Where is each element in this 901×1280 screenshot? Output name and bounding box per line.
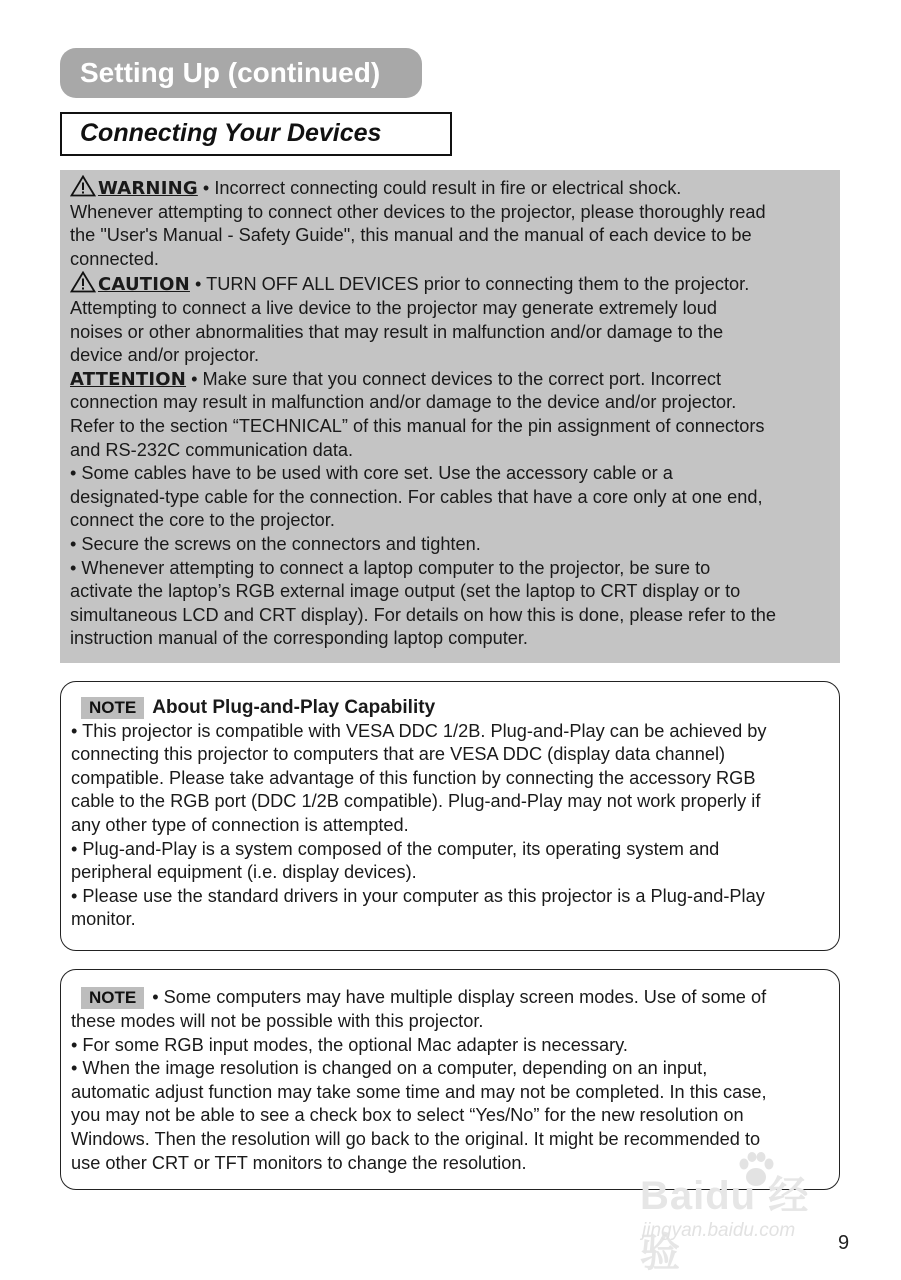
attention-line: connection may result in malfunction and/or damage to the device and/or projector. <box>70 392 737 413</box>
caution-paragraph <box>70 271 832 367</box>
note-tag: NOTE <box>81 987 144 1009</box>
caution-label: CAUTION <box>98 274 190 296</box>
warning-line: connected. <box>70 248 159 269</box>
subsection-title-text: Connecting Your Devices <box>80 119 382 147</box>
caution-line: Attempting to connect a live device to the projector may generate extremely loud <box>70 297 718 318</box>
attention-line: • Whenever attempting to connect a laptop computer to the projector, be sure to <box>70 557 711 578</box>
watermark-url: jingyan.baidu.com <box>642 1220 796 1241</box>
attention-line: Refer to the section “TECHNICAL” of this manual for the pin assignment of connectors <box>70 415 765 436</box>
note-heading: About Plug-and-Play Capability <box>152 697 436 718</box>
subsection-title <box>60 112 452 156</box>
note-line: • Plug-and-Play is a system composed of the computer, its operating system and <box>71 838 720 859</box>
attention-line: activate the laptop’s RGB external image output (set the laptop to CRT display or to <box>70 581 741 602</box>
attention-paragraph <box>70 368 832 651</box>
section-title: Setting Up (continued) <box>80 57 381 88</box>
attention-line: instruction manual of the corresponding laptop computer. <box>70 628 528 649</box>
note-line: • Some computers may have multiple display screen modes. Use of some of <box>152 987 767 1007</box>
attention-label: ATTENTION <box>70 368 187 390</box>
caution-line: • TURN OFF ALL DEVICES prior to connecting them to the projector. <box>189 274 750 295</box>
note-line: use other CRT or TFT monitors to change the resolution. <box>71 1152 527 1173</box>
warning-line: Whenever attempting to connect other devices to the projector, please thoroughly read <box>70 201 766 222</box>
section-header <box>60 48 422 98</box>
page-number-text: 9 <box>838 1232 850 1254</box>
note-line: • This projector is compatible with VESA DDC 1/2B. Plug-and-Play can be achieved by <box>71 720 767 741</box>
warning-triangle-icon <box>70 175 96 197</box>
attention-line: connect the core to the projector. <box>70 510 335 531</box>
note-body <box>71 720 829 932</box>
note-line: • For some RGB input modes, the optional Mac adapter is necessary. <box>71 1034 628 1055</box>
warning-line: • Incorrect connecting could result in fire or electrical shock. <box>197 178 682 198</box>
attention-line: and RS-232C communication data. <box>70 439 354 460</box>
warning-box <box>60 170 840 663</box>
warning-line: the "User's Manual - Safety Guide", this manual and the manual of each device to be <box>70 225 752 246</box>
watermark <box>640 1148 850 1275</box>
note-line: cable to the RGB port (DDC 1/2B compatible). Plug-and-Play may not work properly if <box>71 791 761 812</box>
note-line: • When the image resolution is changed on a computer, depending on an input, <box>71 1058 708 1079</box>
warning-triangle-icon <box>70 271 96 293</box>
watermark-main: Baidu 经验 <box>640 1174 810 1275</box>
note-line: • Please use the standard drivers in your computer as this projector is a Plug-and-Play <box>71 885 765 906</box>
warning-label: WARNING <box>98 178 198 199</box>
warning-paragraph <box>70 175 832 271</box>
note-line: automatic adjust function may take some time and may not be completed. In this case, <box>71 1081 767 1102</box>
note-line: compatible. Please take advantage of this function by connecting the accessory RGB <box>71 767 756 788</box>
page-number <box>838 1232 849 1255</box>
attention-line: • Secure the screws on the connectors and tighten. <box>70 533 481 554</box>
note-line: peripheral equipment (i.e. display devices). <box>71 862 417 883</box>
note-line: any other type of connection is attempted. <box>71 814 409 835</box>
note-heading-line <box>71 696 829 720</box>
note-line: connecting this projector to computers that are VESA DDC (display data channel) <box>71 744 726 765</box>
note-line: you may not be able to see a check box to select “Yes/No” for the new resolution on <box>71 1105 744 1126</box>
note-box-plug-and-play <box>60 681 840 951</box>
caution-line: device and/or projector. <box>70 345 260 366</box>
note-line: Windows. Then the resolution will go back to the original. It might be recommended to <box>71 1128 761 1149</box>
caution-line: noises or other abnormalities that may result in malfunction and/or damage to the <box>70 321 724 342</box>
note-line: these modes will not be possible with this projector. <box>71 1011 484 1031</box>
attention-line: simultaneous LCD and CRT display). For details on how this is done, please refer to the <box>70 604 776 625</box>
attention-line: • Make sure that you connect devices to the correct port. Incorrect <box>186 368 722 389</box>
note-line: monitor. <box>71 909 136 930</box>
note-tag: NOTE <box>81 697 144 719</box>
attention-line: • Some cables have to be used with core set. Use the accessory cable or a <box>70 463 673 484</box>
note-first-line <box>71 984 829 1010</box>
attention-line: designated-type cable for the connection. For cables that have a core only at one end, <box>70 486 763 507</box>
